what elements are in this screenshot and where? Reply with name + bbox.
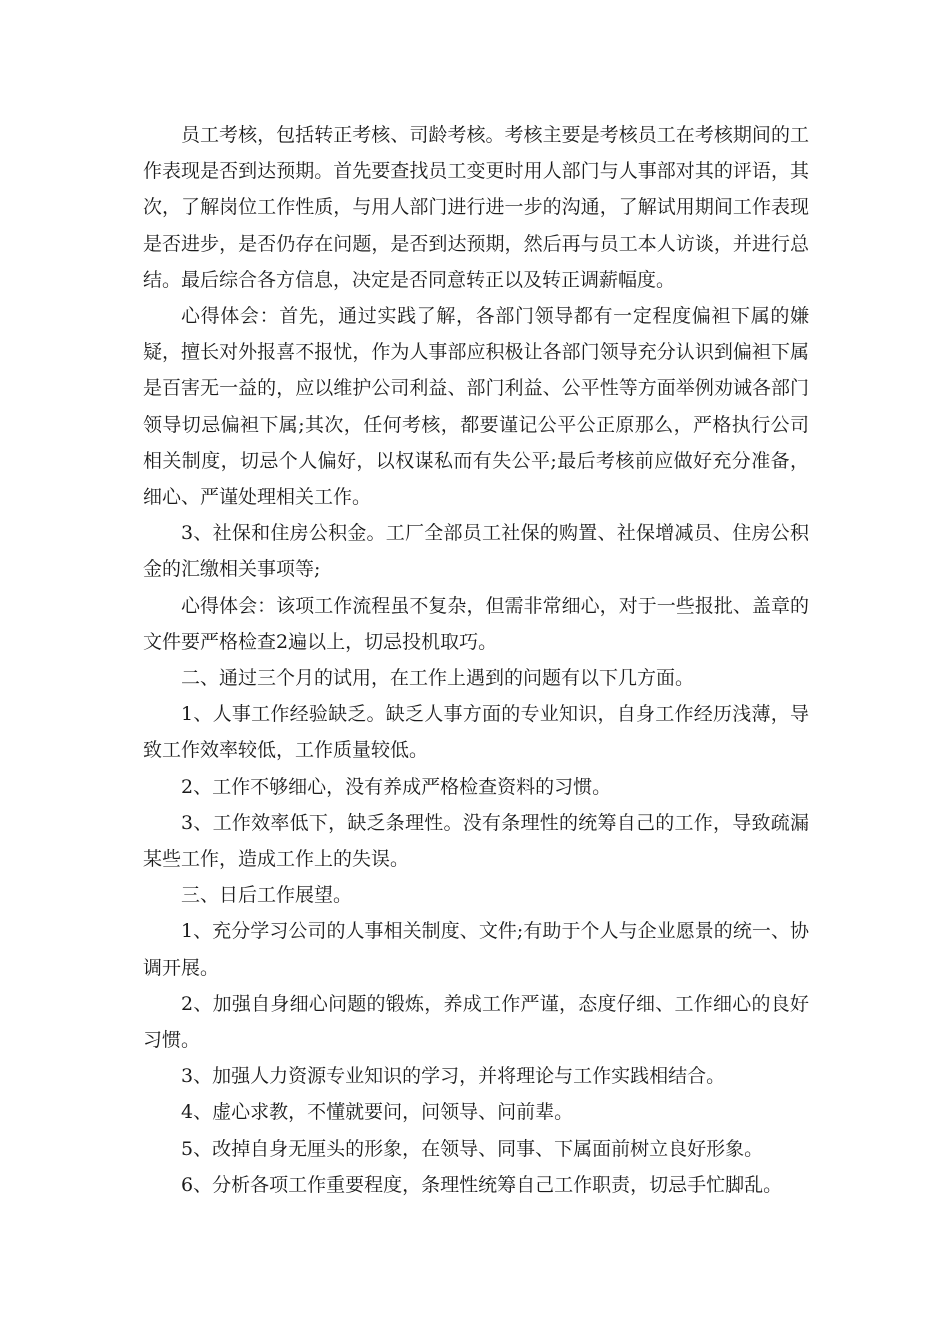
list-item-problem-1: 1、人事工作经验缺乏。缺乏人事方面的专业知识，自身工作经历浅薄，导致工作效率较低，工作质量较低。: [143, 703, 809, 762]
paragraph-assessment-reflection: 心得体会：首先，通过实践了解，各部门领导都有一定程度偏袒下属的嫌疑，擅长对外报喜不报忧，作为人事部应积极让各部门领导充分认识到偏袒下属是百害无一益的，应以维护公司利益、部门利益、公平性等方面举例劝诫各部门领导切忌偏袒下属;其次，任何考核，都要谨记公平公正原那么，严格执行公司相关制度，切忌个人偏好，以权谋私而有失公平;最后考核前应做好充分准备，细心、严谨处理相关工作。: [143, 305, 809, 509]
list-item-problem-3: 3、工作效率低下，缺乏条理性。没有条理性的统筹自己的工作，导致疏漏某些工作，造成工作上的失误。: [143, 811, 809, 871]
list-item-outlook-1: 1、充分学习公司的人事相关制度、文件;有助于个人与企业愿景的统一、协调开展。: [143, 920, 809, 979]
list-item-outlook-5: 5、改掉自身无厘头的形象，在领导、同事、下属面前树立良好形象。: [181, 1137, 764, 1160]
list-item-outlook-4: 4、虚心求教，不懂就要问，问领导、问前辈。: [181, 1101, 574, 1124]
section-heading-outlook: 三、日后工作展望。: [181, 884, 353, 907]
paragraph-social-security-reflection: 心得体会：该项工作流程虽不复杂，但需非常细心，对于一些报批、盖章的文件要严格检查2遍以上，切忌投机取巧。: [143, 594, 809, 653]
list-item-outlook-2: 2、加强自身细心问题的锻炼，养成工作严谨，态度仔细、工作细心的良好习惯。: [143, 992, 809, 1052]
paragraph-social-security: 3、社保和住房公积金。工厂全部员工社保的购置、社保增减员、住房公积金的汇缴相关事项等;: [143, 522, 809, 581]
list-item-outlook-6: 6、分析各项工作重要程度，条理性统筹自己工作职责，切忌手忙脚乱。: [181, 1173, 783, 1196]
section-heading-problems: 二、通过三个月的试用，在工作上遇到的问题有以下几方面。: [181, 667, 695, 690]
list-item-problem-2: 2、工作不够细心，没有养成严格检查资料的习惯。: [181, 775, 612, 798]
document-body: [143, 117, 809, 1203]
paragraph-staff-assessment: 员工考核，包括转正考核、司龄考核。考核主要是考核员工在考核期间的工作表现是否到达预期。首先要查找员工变更时用人部门与人事部对其的评语，其次，了解岗位工作性质，与用人部门进行进一步的沟通，了解试用期间工作表现是否进步，是否仍存在问题，是否到达预期，然后再与员工本人访谈，并进行总结。最后综合各方信息，决定是否同意转正以及转正调薪幅度。: [143, 124, 809, 291]
list-item-outlook-3: 3、加强人力资源专业知识的学习，并将理论与工作实践相结合。: [181, 1065, 726, 1088]
